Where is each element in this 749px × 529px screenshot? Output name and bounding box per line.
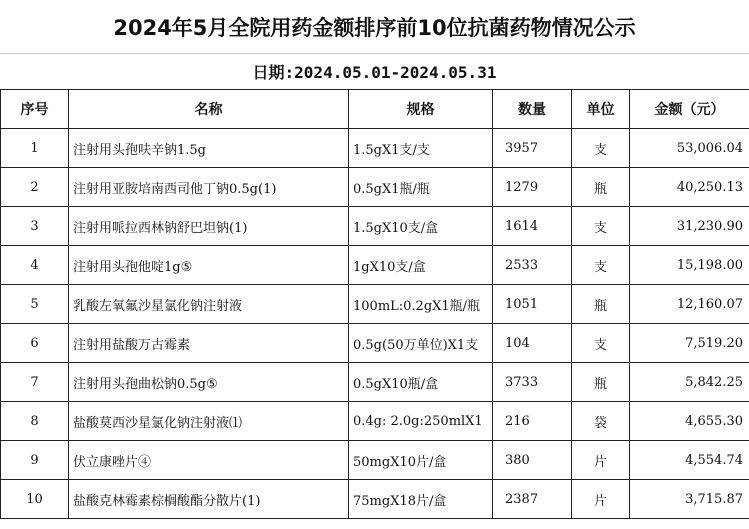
cell-index: 5 [1,285,69,324]
cell-name: 注射用哌拉西林钠舒巴坦钠(1) [69,207,349,246]
cell-spec: 0.5g(50万单位)X1支 [349,324,493,363]
header-qty: 数量 [493,90,572,129]
cell-index: 1 [1,129,69,168]
cell-amount: 12,160.07 [630,285,749,324]
cell-name: 注射用头孢他啶1g⑤ [69,246,349,285]
cell-spec: 1.5gX1支/支 [349,129,493,168]
cell-spec: 75mgX18片/盒 [349,480,493,519]
cell-spec: 0.4g: 2.0g:250mlX1 [349,402,493,441]
table-row [1,129,749,168]
cell-unit: 支 [572,246,630,285]
cell-amount: 15,198.00 [630,246,749,285]
cell-unit: 支 [572,324,630,363]
cell-qty: 1614 [493,207,572,246]
date-range: 日期:2024.05.01-2024.05.31 [252,62,497,82]
cell-index: 2 [1,168,69,207]
cell-spec: 100mL:0.2gX1瓶/瓶 [349,285,493,324]
table-row [1,246,749,285]
header-unit: 单位 [572,90,630,129]
cell-name: 乳酸左氧氟沙星氯化钠注射液 [69,285,349,324]
cell-index: 9 [1,441,69,480]
cell-unit: 支 [572,129,630,168]
cell-index: 8 [1,402,69,441]
cell-unit: 瓶 [572,285,630,324]
cell-name: 盐酸莫西沙星氯化钠注射液⑴ [69,402,349,441]
cell-name: 注射用头孢呋辛钠1.5g [69,129,349,168]
cell-unit: 片 [572,480,630,519]
cell-name: 伏立康唑片④ [69,441,349,480]
cell-unit: 支 [572,207,630,246]
table-row [1,363,749,402]
antibiotic-table [0,89,749,519]
cell-index: 6 [1,324,69,363]
cell-amount: 7,519.20 [630,324,749,363]
header-index: 序号 [1,90,69,129]
page-title: 2024年5月全院用药金额排序前10位抗菌药物情况公示 [0,0,749,54]
table-row [1,207,749,246]
cell-spec: 50mgX10片/盒 [349,441,493,480]
cell-qty: 380 [493,441,572,480]
cell-spec: 1.5gX10支/盒 [349,207,493,246]
cell-amount: 4,554.74 [630,441,749,480]
cell-spec: 1gX10支/盒 [349,246,493,285]
table-row [1,441,749,480]
cell-spec: 0.5gX10瓶/盒 [349,363,493,402]
header-name: 名称 [69,90,349,129]
cell-index: 7 [1,363,69,402]
cell-unit: 袋 [572,402,630,441]
cell-amount: 31,230.90 [630,207,749,246]
cell-index: 4 [1,246,69,285]
header-spec: 规格 [349,90,493,129]
cell-name: 注射用盐酸万古霉素 [69,324,349,363]
cell-qty: 104 [493,324,572,363]
cell-unit: 片 [572,441,630,480]
cell-amount: 4,655.30 [630,402,749,441]
table-row [1,324,749,363]
cell-spec: 0.5gX1瓶/瓶 [349,168,493,207]
cell-amount: 3,715.87 [630,480,749,519]
cell-name: 注射用亚胺培南西司他丁钠0.5g(1) [69,168,349,207]
cell-qty: 2533 [493,246,572,285]
cell-qty: 216 [493,402,572,441]
cell-name: 注射用头孢曲松钠0.5g⑤ [69,363,349,402]
cell-qty: 1051 [493,285,572,324]
table-row [1,480,749,519]
cell-qty: 3733 [493,363,572,402]
cell-index: 10 [1,480,69,519]
cell-qty: 3957 [493,129,572,168]
header-amount: 金额（元） [630,90,749,129]
cell-qty: 1279 [493,168,572,207]
cell-name: 盐酸克林霉素棕榈酸酯分散片(1) [69,480,349,519]
table-header-row [1,90,749,129]
table-row [1,285,749,324]
cell-index: 3 [1,207,69,246]
cell-amount: 53,006.04 [630,129,749,168]
cell-qty: 2387 [493,480,572,519]
cell-amount: 40,250.13 [630,168,749,207]
cell-unit: 瓶 [572,168,630,207]
cell-unit: 瓶 [572,363,630,402]
cell-amount: 5,842.25 [630,363,749,402]
table-row [1,168,749,207]
table-row [1,402,749,441]
